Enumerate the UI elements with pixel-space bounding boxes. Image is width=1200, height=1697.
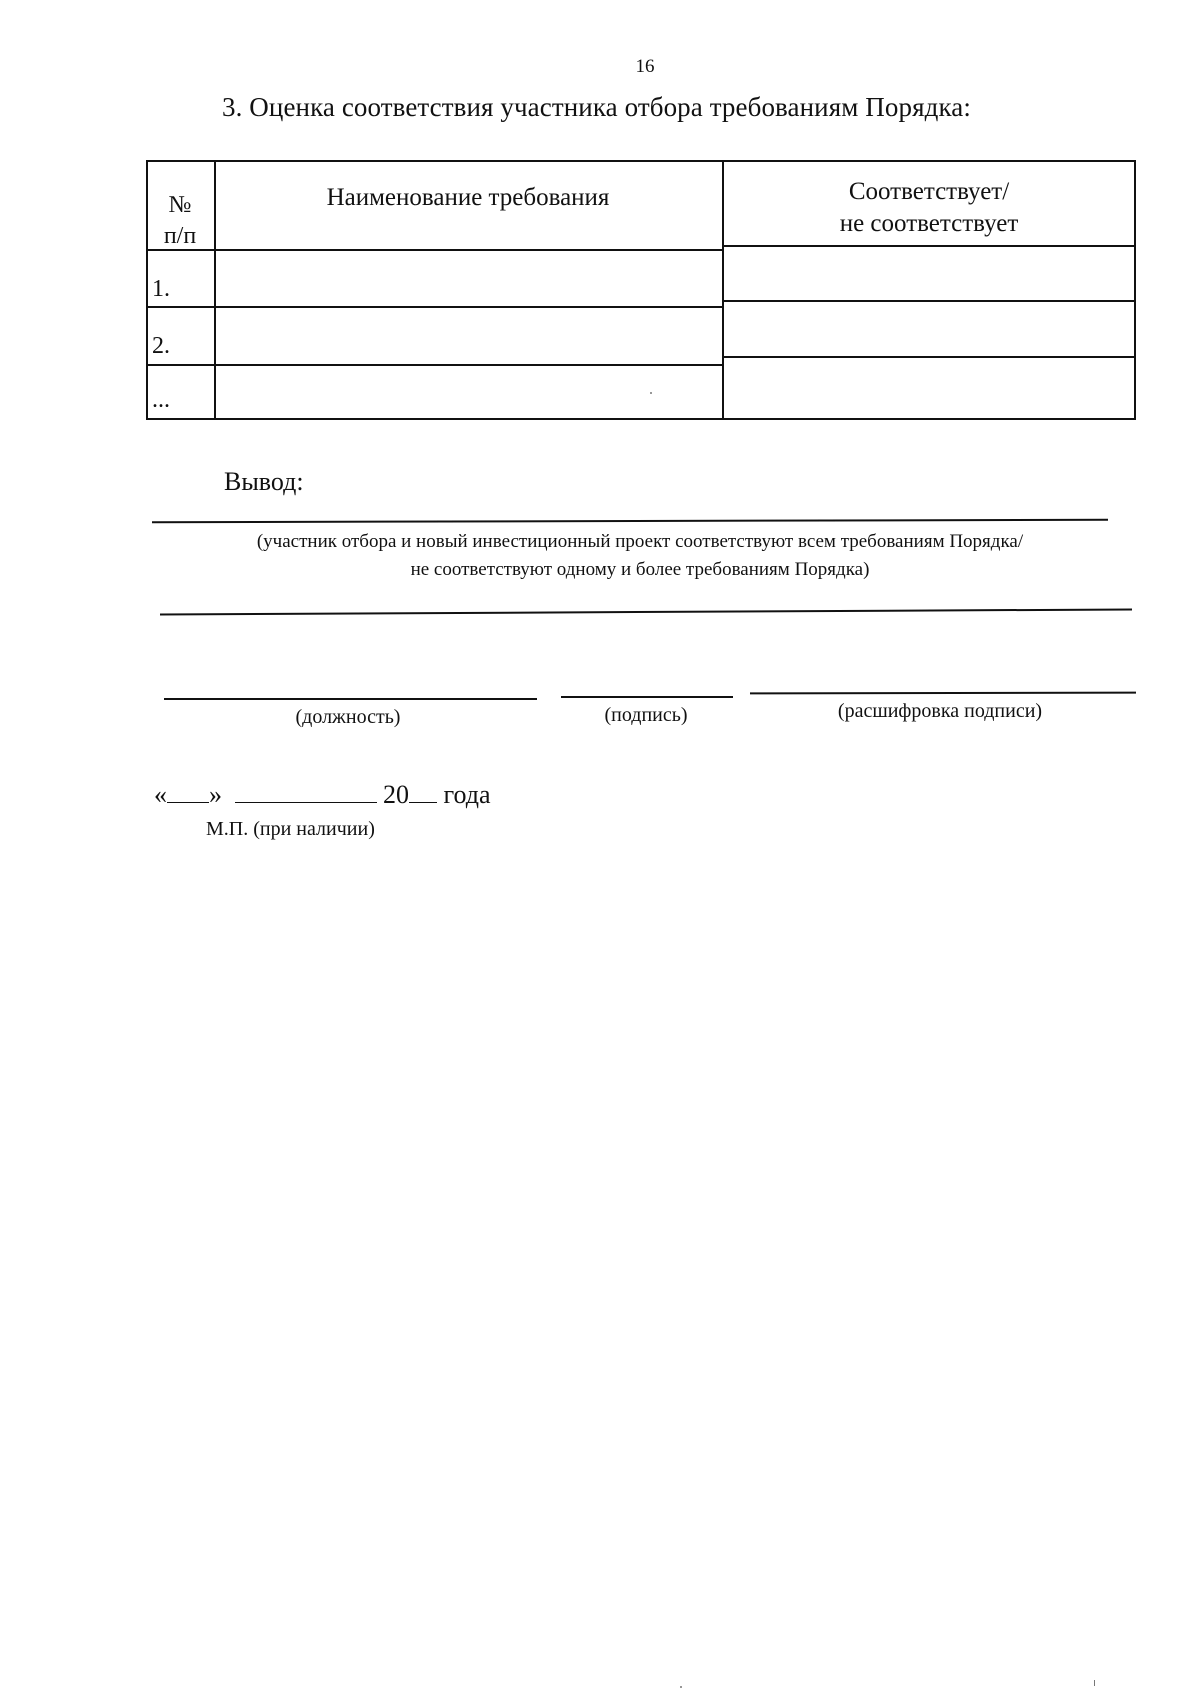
table-row-divider — [722, 356, 1136, 358]
page-number: 16 — [635, 56, 655, 77]
scan-speck — [1094, 1680, 1095, 1686]
conclusion-hint — [140, 528, 1140, 584]
year-blank — [409, 780, 437, 803]
scan-speck — [650, 392, 652, 394]
row-number: ... — [152, 387, 170, 413]
year-prefix: 20 — [383, 780, 409, 809]
scan-speck — [680, 1686, 682, 1688]
position-caption: (должность) — [295, 706, 401, 728]
header-compliance-line1: Соответствует/ — [848, 178, 1010, 205]
month-blank — [235, 780, 377, 803]
day-blank — [167, 780, 209, 803]
conclusion-label: Вывод: — [224, 467, 304, 496]
name-fill-line — [750, 692, 1136, 694]
header-requirement-name: Наименование требования — [326, 184, 610, 211]
position-fill-line — [164, 698, 537, 700]
conclusion-hint-line2: не соответствуют одному и более требованиям Порядка) — [410, 559, 870, 580]
row-number: 1. — [152, 276, 170, 302]
table-row-divider — [146, 364, 722, 366]
date-close-quote: » — [209, 780, 222, 809]
signature-fill-line — [561, 696, 733, 698]
stamp-note: М.П. (при наличии) — [206, 818, 375, 840]
table-row-divider — [722, 300, 1136, 302]
header-number — [146, 190, 214, 252]
row-number: 2. — [152, 333, 170, 359]
date-open-quote: « — [154, 780, 167, 809]
header-number-line1: № — [168, 192, 192, 218]
conclusion-fill-line-2 — [160, 608, 1132, 615]
table-border-bottom — [146, 418, 1136, 420]
header-compliance-line2: не соответствует — [839, 210, 1019, 237]
date-suffix: года — [443, 780, 491, 809]
conclusion-hint-line1: (участник отбора и новый инвестиционный проект соответствуют всем требованиям Порядка/ — [256, 531, 1024, 552]
table-header-divider — [722, 245, 1136, 247]
table-row-divider — [146, 306, 722, 308]
header-number-line2: п/п — [163, 223, 197, 249]
name-caption: (расшифровка подписи) — [837, 700, 1043, 722]
table-border-top — [146, 160, 1136, 162]
signature-caption: (подпись) — [604, 704, 688, 726]
table-header-divider — [146, 249, 722, 251]
section-title: 3. Оценка соответствия участника отбора требованиям Порядка: — [222, 92, 971, 122]
date-line — [154, 780, 491, 810]
header-compliance — [722, 176, 1136, 240]
conclusion-fill-line — [152, 519, 1108, 523]
